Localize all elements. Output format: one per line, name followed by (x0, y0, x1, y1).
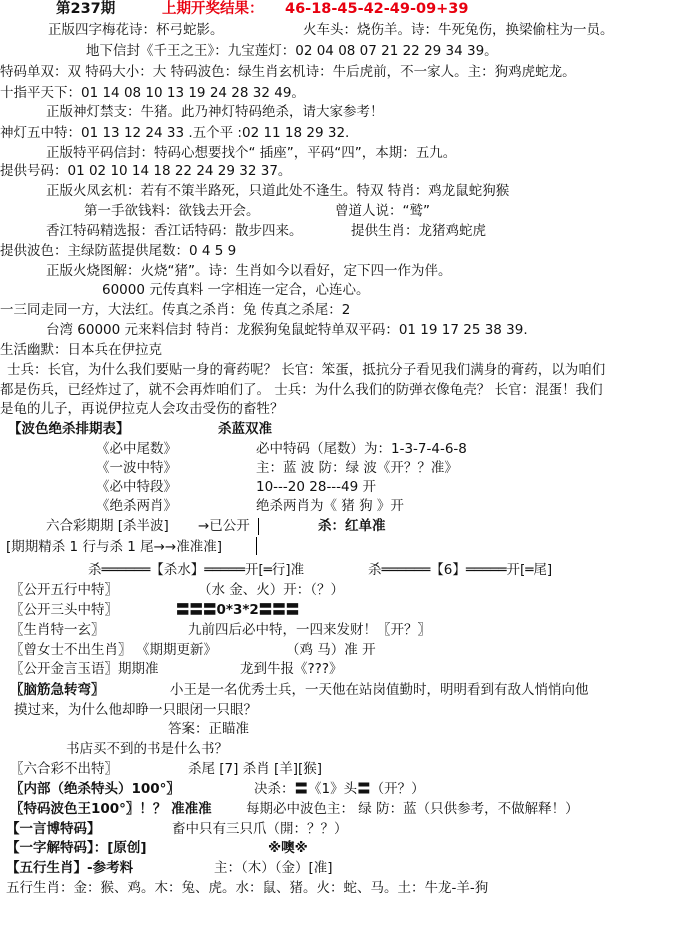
kill-label: 【波色绝杀排期表】 (8, 421, 130, 437)
five-list: 五行生肖：金：猴、鸡。木：兔、虎。水：鼠、猪。火：蛇、马。土：牛龙-羊-狗 (6, 880, 489, 896)
lamp-five: 神灯五中特：01 13 12 24 33 .五个平 :02 11 18 29 32. (0, 125, 350, 141)
inner-value: 决杀：〓《1》头〓（开？） (254, 781, 425, 797)
result-numbers: 46-18-45-42-49-09+39 (285, 1, 469, 17)
row-label-4: 《绝杀两肖》 (96, 498, 177, 514)
wave-king-value: 每期必中波色主： 绿 防：蓝（只供参考，不做解释！） (246, 801, 579, 817)
five-value: 主：（木）（金）[准] (214, 860, 333, 876)
issue-number: 第237期 (56, 1, 116, 17)
row-value-4: 绝杀两肖为《 猪 狗 》开 (256, 498, 404, 514)
period-kill: [期期精杀 1 行与杀 1 尾→→准准准] (6, 539, 222, 555)
not-out-value: 杀尾 [7] 杀肖 [羊][猴] (188, 761, 323, 777)
brain-answer: 答案：正瞄准 (168, 721, 249, 737)
inner-label: 〖内部（绝杀特头）100°〗 (10, 781, 180, 797)
row-value-3: 10---20 28---49 开 (256, 479, 377, 495)
brain-title: 〖脑筋急转弯〗 (10, 682, 105, 698)
humor-title: 生活幽默：日本兵在伊拉克 (0, 342, 162, 358)
provide-numbers: 提供号码：01 02 10 14 18 22 24 29 32 37。 (0, 163, 292, 179)
special-single: 特码单双：双 特码大小：大 特码波色：绿生肖玄机诗：牛后虎前，不一家人。主：狗鸡虎蛇龙。 (0, 64, 576, 80)
brain-question-1: 小王是一名优秀士兵，一天他在站岗值勤时，明明看到有敌人悄悄向他 (170, 682, 589, 698)
kill-water-left: 杀══════【杀水】═════开[═行]准 (88, 562, 305, 578)
three-heads-value: 〓〓〓0*3*2〓〓〓 (176, 602, 300, 618)
gold-value: 龙到牛报《???》 (240, 661, 343, 677)
three-heads-label: 〖公开三头中特〗 (10, 602, 118, 618)
fire-phoenix: 正版火凤玄机：若有不策半路死，只道此处不逢生。特双 特肖：鸡龙鼠蛇狗猴 (46, 183, 510, 199)
common-saying: 曾道人说：“鹫” (335, 203, 430, 219)
sixty-k: 60000 元传真料 一字相连一定合，心连心。 (102, 282, 370, 298)
gamble-label: 【一言博特码】 (6, 821, 101, 837)
row-value-2: 主：蓝 波 防：绿 波《开？？准》 (256, 460, 458, 476)
five-label: 【五行生肖】-参考料 (6, 860, 134, 876)
row-label-3: 《必中特段》 (96, 479, 177, 495)
fire-map: 正版火烧图解：火烧“猪”。诗：生肖如今以看好，定下四一作为伴。 (46, 263, 452, 279)
row-label-2: 《一波中特》 (96, 460, 177, 476)
decode-value: ※噢※ (268, 840, 308, 856)
row-value-1: 必中特码（尾数）为：1-3-7-4-6-8 (256, 441, 467, 457)
five-elements-value: （水 金、火）开：（？） (198, 582, 345, 598)
money-god: 第一手欲钱料：欲钱去开会。 (84, 203, 260, 219)
gold-label: 〖公开金言玉语〗期期准 (10, 661, 159, 677)
gamble-value: 畜中只有三只爪（開：？？） (172, 821, 348, 837)
five-elements-label: 〖公开五行中特〗 (10, 582, 118, 598)
three-way: 一三同走同一方，大法红。传真之杀肖：兔 传真之杀尾：2 (0, 302, 351, 318)
kill-value: 杀蓝双准 (218, 421, 272, 437)
hk-title: 香江特码精选报：香江话特码：散步四来。 (46, 223, 303, 239)
wave-king-label: 〖特码波色王100°〗！？ 准准准 (10, 801, 212, 817)
lady-label: 〖曾女士不出生肖〗 (10, 642, 132, 658)
lady-update: 《期期更新》 (136, 642, 217, 658)
lady-value: （鸡 马）准 开 (286, 642, 376, 658)
lamp-title: 正版神灯禁支：牛猪。此乃神灯特码绝杀，请大家参考！ (46, 104, 384, 120)
divider (256, 537, 257, 555)
humor-line-2: 都是伤兵，已经炸过了，就不会再炸咱们了。 士兵：为什么我们的防弹衣像龟壳？ 长官：混蛋！我们 (0, 382, 603, 398)
brain-question-2: 摸过来，为什么他却睁一只眼闭一只眼？ (14, 702, 257, 718)
plum-poem: 正版四字梅花诗：杯弓蛇影。 (48, 22, 224, 38)
humor-line-3: 是龟的儿子，再说伊拉克人会攻击受伤的畜牲？ (0, 401, 284, 417)
row-label-1: 《必中尾数》 (96, 441, 177, 457)
result-label: 上期开奖结果： (162, 1, 264, 17)
half-wave-label: 六合彩期期 [杀半波] (46, 518, 169, 534)
underground-letter: 地下信封《千王之王》：九宝莲灯：02 04 08 07 21 22 29 34 39。 (86, 43, 498, 59)
divider (258, 518, 259, 535)
decode-label: 【一字解特码】：[原创] (6, 840, 147, 856)
zodiac-one-label: 〖生肖特一玄〗 (10, 622, 105, 638)
provide-wave: 提供波色：主绿防蓝提供尾数：0 4 5 9 (0, 243, 237, 259)
kill-water-middle: 杀══════【6】═════开[═尾] (368, 562, 553, 578)
brain-question-3: 书店买不到的书是什么书？ (66, 741, 228, 757)
provide-zodiac: 提供生肖：龙猪鸡蛇虎 (351, 223, 486, 239)
half-wave-value: →已公开 (198, 518, 250, 534)
zodiac-one-value: 九前四后必中特，一四来发财！〖开？〗 (188, 622, 431, 638)
not-out-label: 〖六合彩不出特〗 (10, 761, 118, 777)
flat-code: 正版特平码信封：特码心想要找个“ 插座”，平码“四”，本期：五九。 (46, 145, 457, 161)
taiwan-letter: 台湾 60000 元来料信封 特肖：龙猴狗兔鼠蛇特单双平码：01 19 17 25 38 39. (46, 322, 528, 338)
fire-poem: 火车头：烧伤羊。诗：牛死兔伤，换梁偷柱为一员。 (303, 22, 614, 38)
ten-fingers: 十指平天下：01 14 08 10 13 19 24 28 32 49。 (0, 85, 305, 101)
half-wave-result: 杀：红单准 (318, 518, 386, 534)
humor-line-1: 士兵：长官，为什么我们要贴一身的膏药呢？ 长官：笨蛋，抵抗分子看见我们满身的膏药，以为咱们 (7, 362, 606, 378)
